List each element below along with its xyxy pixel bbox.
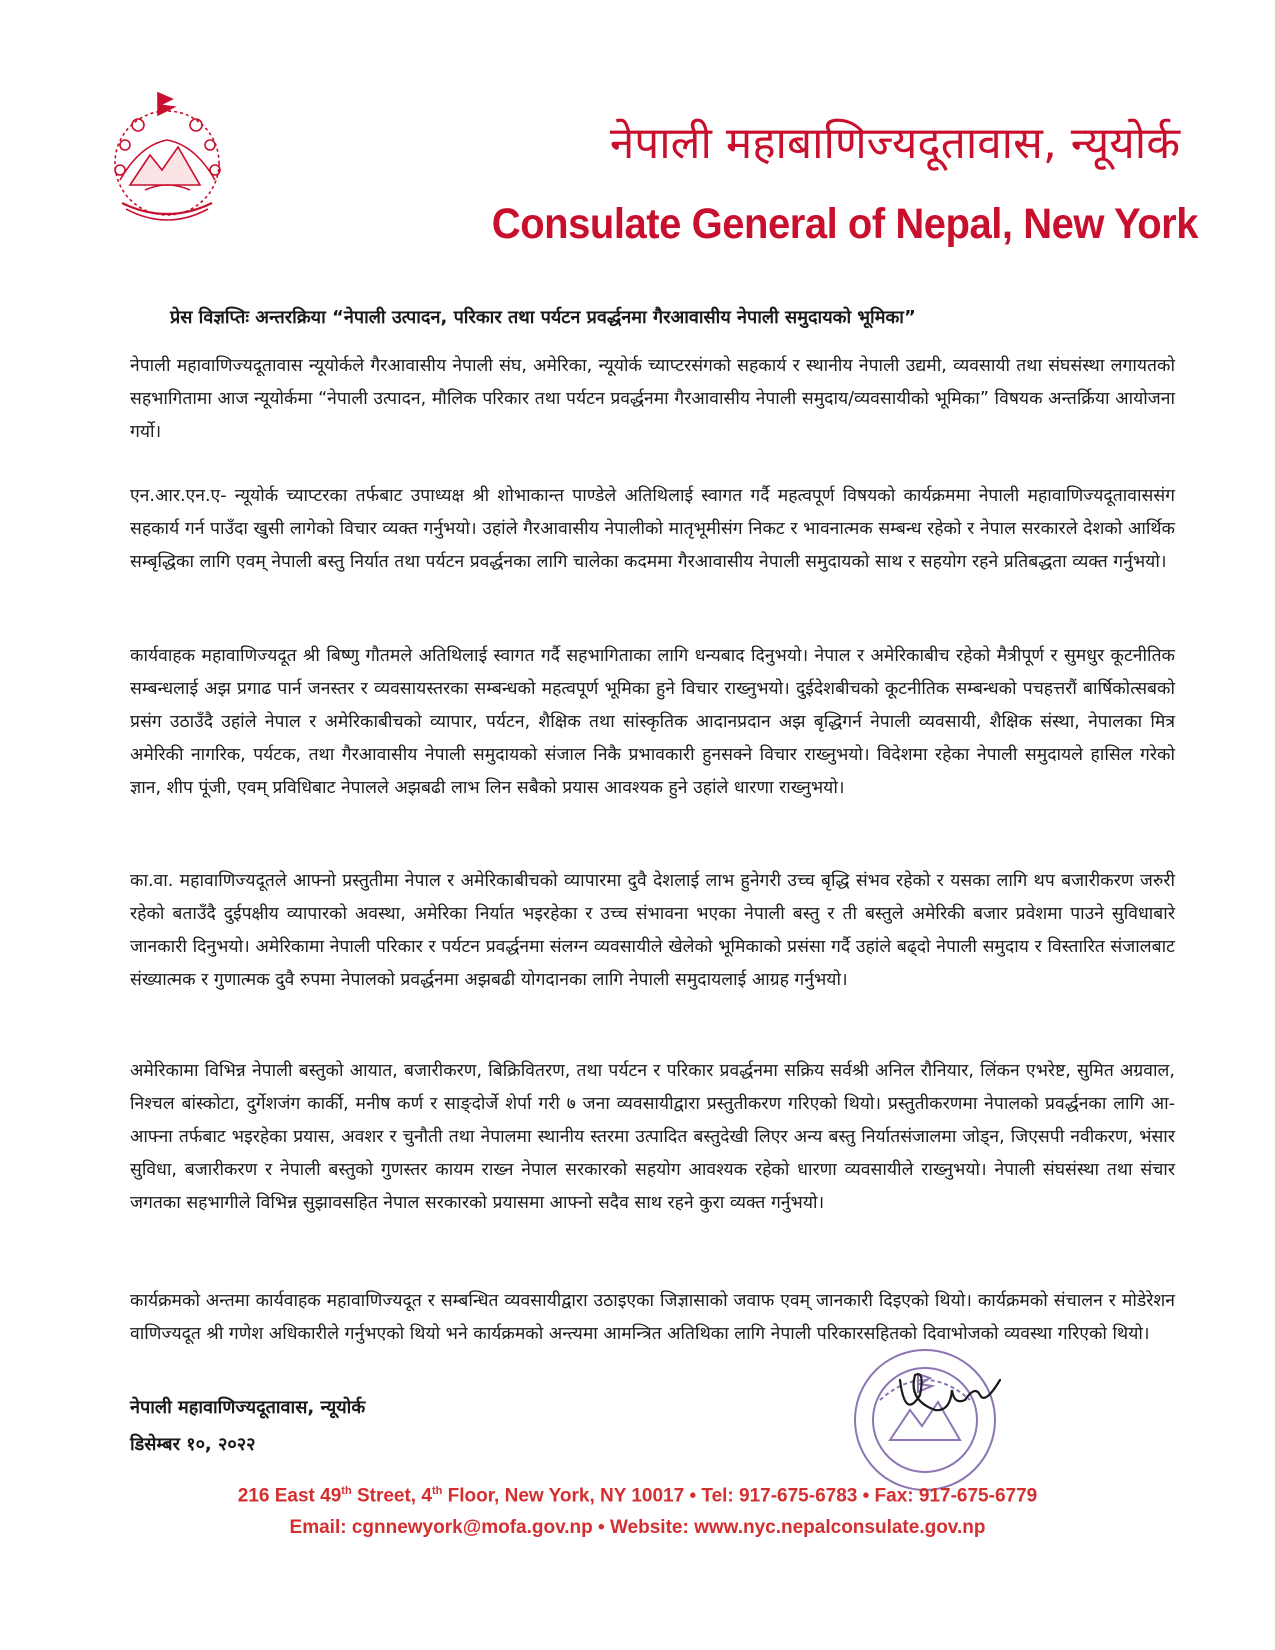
footer-sup-1: th	[341, 1485, 352, 1497]
consulate-name-english: Consulate General of Nepal, New York	[491, 200, 1199, 248]
footer-address-street: 216 East 49	[237, 1485, 342, 1507]
body-paragraph-6: कार्यक्रमको अन्तमा कार्यवाहक महावाणिज्यदूत र सम्बन्धित व्यवसायीद्वारा उठाइएका जिज्ञासाको जवाफ एवम् जानकारी दिइएको थियो। कार्यक्रमको संचालन र मोडेरेशन वाणिज्यदूत श्री गणेश अधिकारीले गर्नुभएको थियो भने कार्यक्रमको अन्त्यमा आमन्त्रित अतिथिका लागि नेपाली परिकारसहितको दिवाभोजको व्यवस्था गरिएको थियो।	[130, 1291, 1175, 1344]
body-paragraph-5: अमेरिकामा विभिन्न नेपाली बस्तुको आयात, बजारीकरण, बिक्रिवितरण, तथा पर्यटन र परिकार प्रवर्द्धनमा सक्रिय सर्वश्री अनिल रौनियार, लिंकन एभरेष्ट, सुमित अग्रवाल, निश्चल बांस्कोटा, दुर्गेशजंग कार्की, मनीष कर्ण र साङ्दोर्जे शेर्पा गरी ७ जना व्यवसायीद्वारा प्रस्तुतीकरण गरिएको थियो। प्रस्तुतीकरणमा नेपालको प्रवर्द्धनका लागि आ-आफ्ना तर्फबाट भइरहेका प्रयास, अवशर र चुनौती तथा नेपालमा स्थानीय स्तरमा उत्पादित बस्तुदेखी लिएर अन्य बस्तु निर्यातसंजालमा जोड्न, जिएसपी नवीकरण, भंसार सुविधा, बजारीकरण र नेपाली बस्तुको गुणस्तर कायम राख्न नेपाल सरकारको सहयोग आवश्यक रहेको धारणा व्यवसायीले राख्नुभयो। नेपाली संघसंस्था तथा संचार जगतका सहभागीले विभिन्न सुझावसहित नेपाल सरकारको प्रयासमा आफ्नो सदैव साथ रहने कुरा व्यक्त गर्नुभयो।	[130, 1061, 1175, 1213]
footer-address-rest: Floor, New York, NY 10017 • Tel: 917-675-6783 • Fax: 917-675-6779	[442, 1485, 1038, 1507]
footer-address	[0, 1485, 1275, 1507]
footer-sup-2: th	[431, 1485, 443, 1497]
body-paragraph-4: का.वा. महावाणिज्यदूतले आफ्नो प्रस्तुतीमा नेपाल र अमेरिकाबीचको व्यापारमा दुवै देशलाई लाभ हुनेगरी उच्च बृद्धि संभव रहेको र यसका लागि थप बजारीकरण जरुरी रहेको बताउँदै दुईपक्षीय व्यापारको अवस्था, अमेरिका निर्यात भइरहेका र उच्च संभावना भएका नेपाली बस्तु र ती बस्तुले अमेरिकी बजार प्रवेशमा पाउने सुविधाबारे जानकारी दिनुभयो। अमेरिकामा नेपाली परिकार र पर्यटन प्रवर्द्धनमा संलग्न व्यवसायीले खेलेको भूमिकाको प्रसंसा गर्दै उहांले बढ्दो नेपाली समुदाय र विस्तारित संजालबाट संख्यात्मक र गुणात्मक दुवै रुपमा नेपालको प्रवर्द्धनमा अझबढी योगदानका लागि नेपाली समुदायलाई आग्रह गर्नुभयो।	[130, 871, 1175, 990]
body-paragraph-3: कार्यवाहक महावाणिज्यदूत श्री बिष्णु गौतमले अतिथिलाई स्वागत गर्दै सहभागिताका लागि धन्यबाद दिनुभयो। नेपाल र अमेरिकाबीच रहेको मैत्रीपूर्ण र सुमधुर कूटनीतिक सम्बन्धलाई अझ प्रगाढ पार्न जनस्तर र व्यवसायस्तरका सम्बन्धको महत्वपूर्ण भूमिका हुने विचार राख्नुभयो। दुईदेशबीचको कूटनीतिक सम्बन्धको पचहत्तरौं बार्षिकोत्सबको प्रसंग उठाउँदै उहांले नेपाल र अमेरिकाबीचको व्यापार, पर्यटन, शैक्षिक तथा सांस्कृतिक आदानप्रदान अझ बृद्धिगर्न नेपाली व्यवसायी, शैक्षिक संस्था, नेपालका मित्र अमेरिकी नागरिक, पर्यटक, तथा गैरआवासीय नेपाली समुदायको संजाल निकै प्रभावकारी हुनसक्ने विचार राख्नुभयो। विदेशमा रहेका नेपाली समुदायले हासिल गरेको ज्ञान, शीप पूंजी, एवम् प्रविधिबाट नेपालले अझबढी लाभ लिन सबैको प्रयास आवश्यक हुने उहांले धारणा राख्नुभयो।	[130, 646, 1175, 798]
body-paragraph-2: एन.आर.एन.ए- न्यूयोर्क च्याप्टरका तर्फबाट उपाध्यक्ष श्री शोभाकान्त पाण्डेले अतिथिलाई स्वागत गर्दै महत्वपूर्ण विषयको कार्यक्रममा नेपाली महावाणिज्यदूतावाससंग सहकार्य गर्न पाउँदा खुसी लागेको विचार व्यक्त गर्नुभयो। उहांले गैरआवासीय नेपालीको मातृभूमीसंग निकट र भावनात्मक सम्बन्ध रहेको र नेपाल सरकारले देशको आर्थिक सम्बृद्धिका लागि एवम् नेपाली बस्तु निर्यात तथा पर्यटन प्रवर्द्धनका लागि चालेका कदममा गैरआवासीय नेपाली समुदायको साथ र सहयोग रहने प्रतिबद्धता व्यक्त गर्नुभयो।	[130, 486, 1175, 572]
nepal-emblem-logo	[100, 85, 235, 235]
press-release-heading: प्रेस विज्ञप्तिः अन्तरक्रिया “नेपाली उत्पादन, परिकार तथा पर्यटन प्रवर्द्धनमा गैरआवासीय नेपाली समुदायको भूमिका”	[170, 307, 916, 328]
body-paragraph-1: नेपाली महावाणिज्यदूतावास न्यूयोर्कले गैरआवासीय नेपाली संघ, अमेरिका, न्यूयोर्क च्याप्टरसंगको सहकार्य र स्थानीय नेपाली उद्यमी, व्यवसायी तथा संघसंस्था लगायतको सहभागितामा आज न्यूयोर्कमा “नेपाली उत्पादन, मौलिक परिकार तथा पर्यटन प्रवर्द्धनमा गैरआवासीय नेपाली समुदाय/व्यवसायीको भूमिका” विषयक अन्तर्क्रिया आयोजना गर्यो।	[130, 356, 1175, 442]
footer-address-floor: Street, 4	[351, 1485, 432, 1507]
signoff-office: नेपाली महावाणिज्यदूतावास, न्यूयोर्क	[130, 1397, 366, 1418]
consulate-name-nepali: नेपाली महाबाणिज्यदूतावास, न्यूयोर्क	[609, 118, 1180, 169]
footer-contact: Email: cgnnewyork@mofa.gov.np • Website: www.nyc.nepalconsulate.gov.np	[289, 1517, 986, 1538]
handwritten-signature	[880, 1350, 1020, 1440]
signoff-date: डिसेम्बर १०, २०२२	[130, 1434, 256, 1455]
